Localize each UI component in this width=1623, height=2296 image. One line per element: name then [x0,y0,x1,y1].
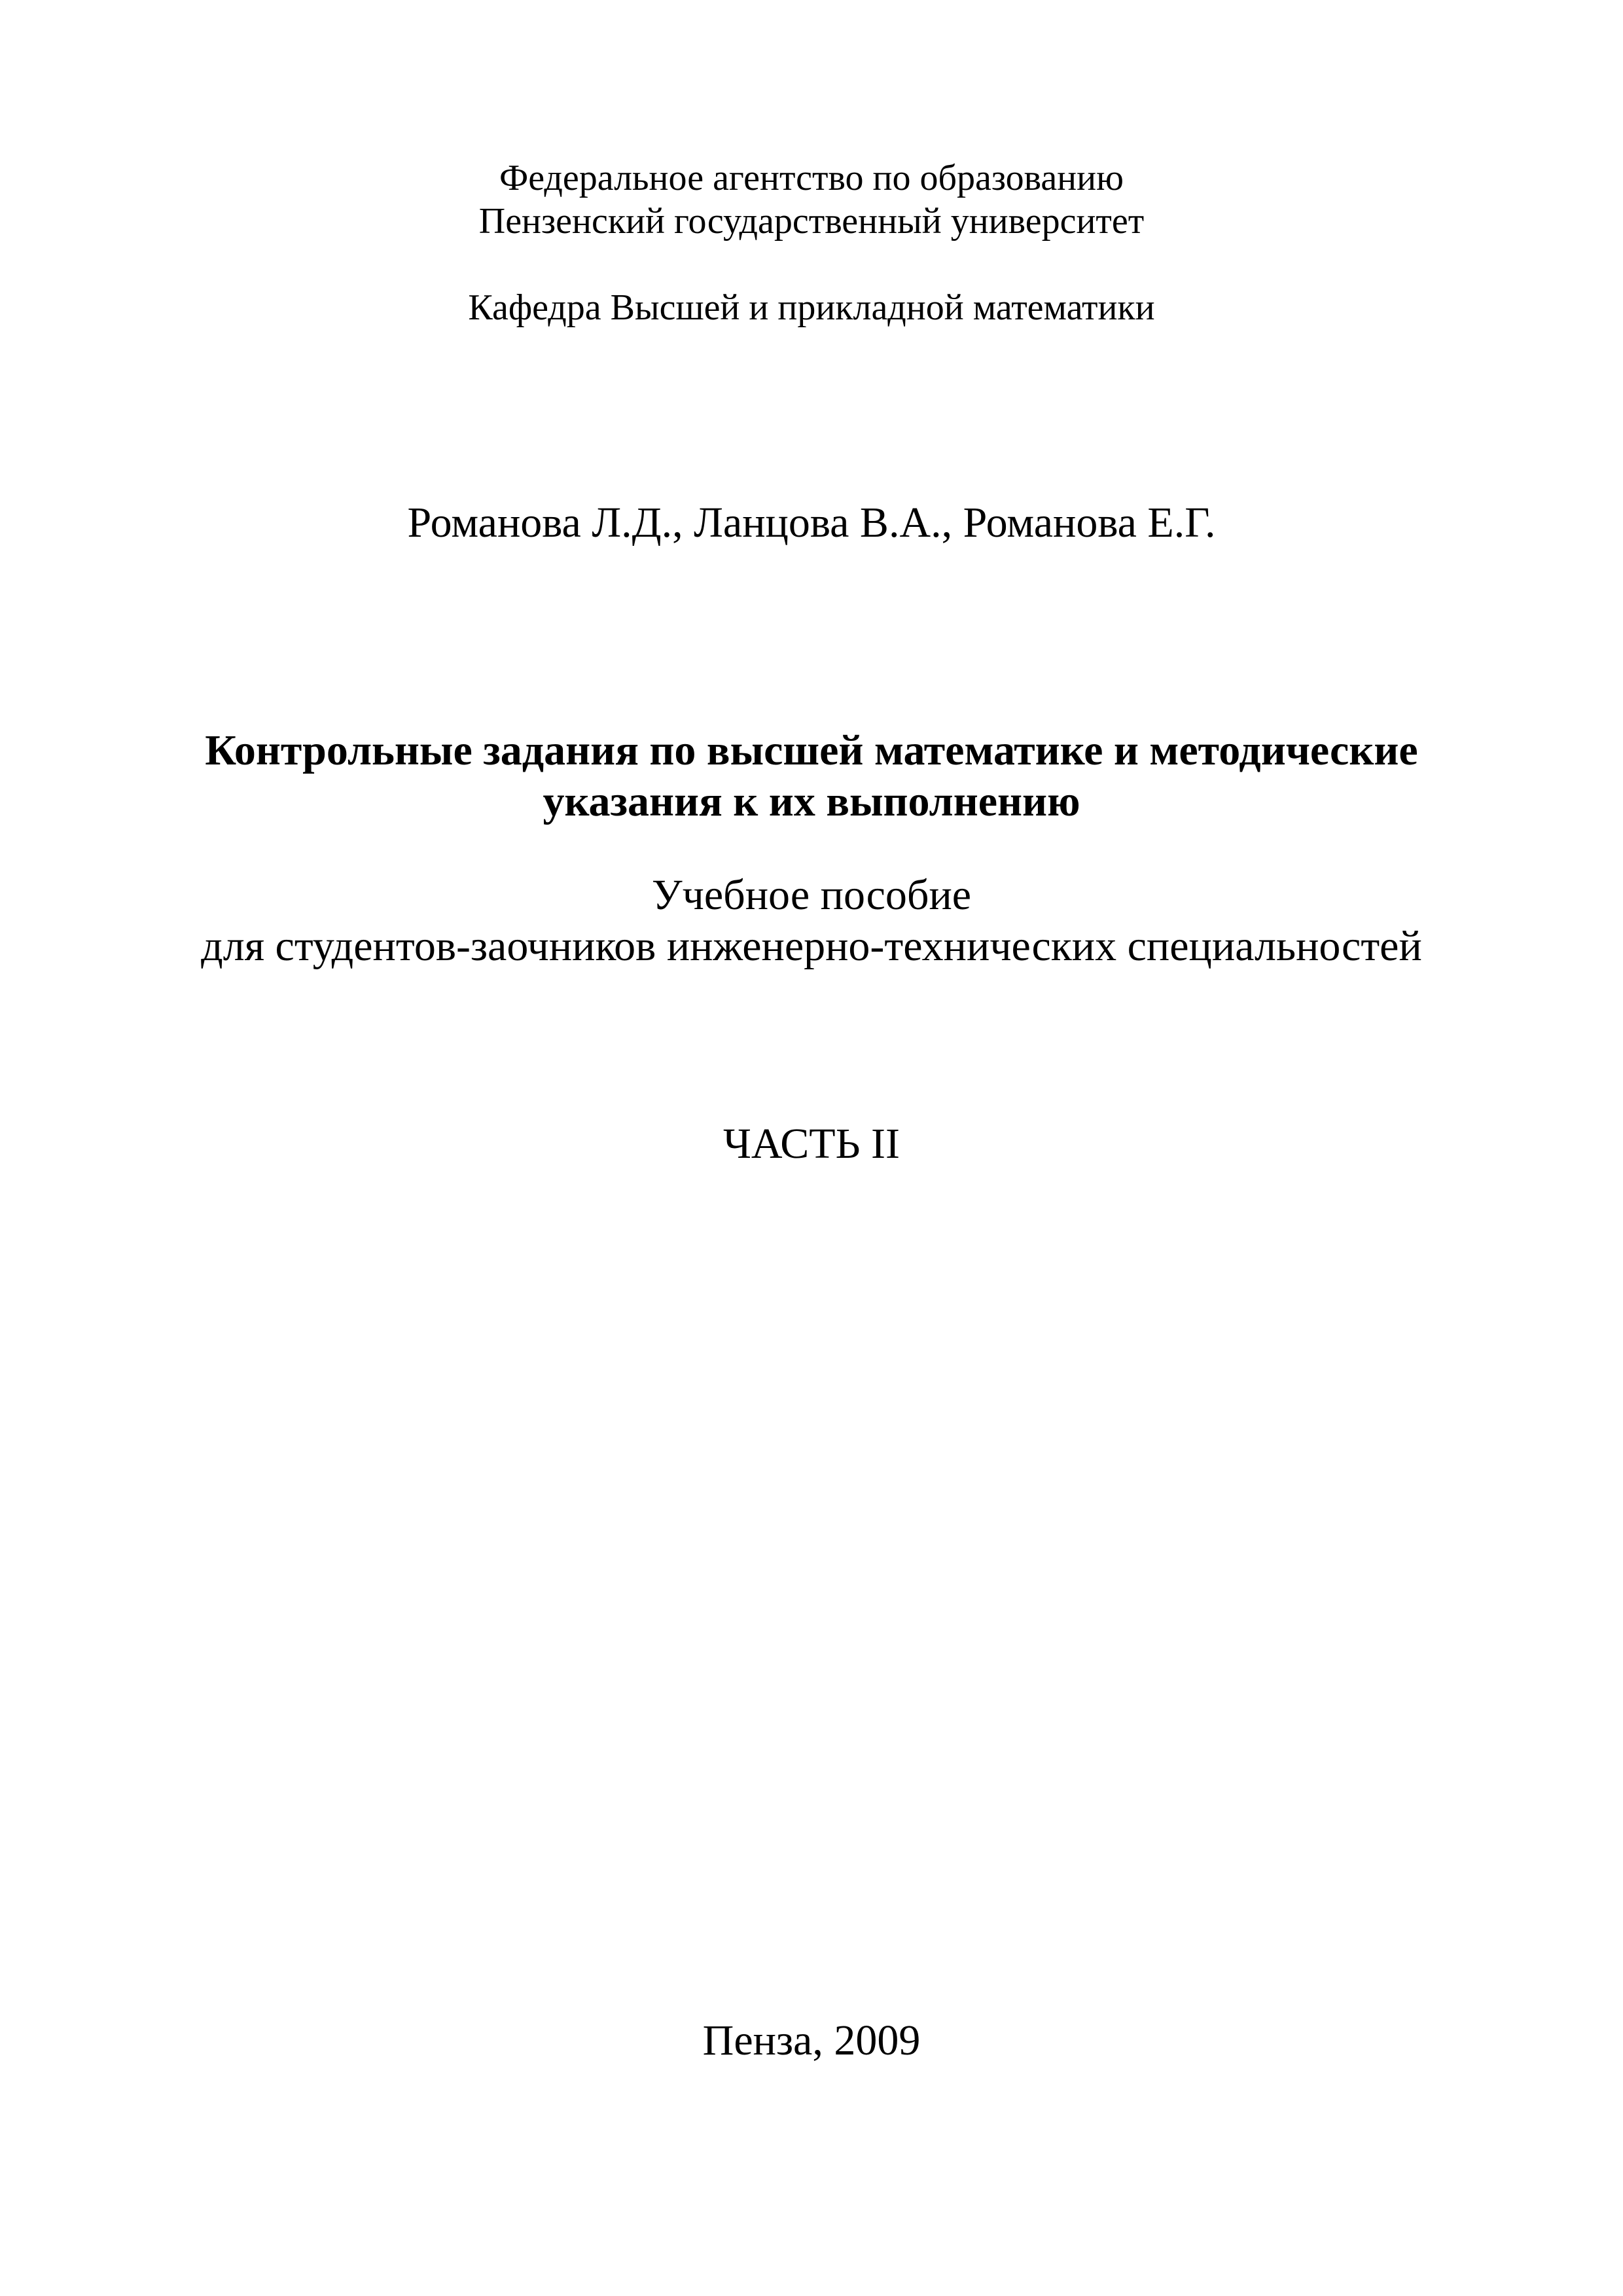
agency-name: Федеральное агентство по образованию [499,158,1124,198]
title-line-2: указания к их выполнению [543,778,1080,825]
subtitle-line-1: Учебное пособие [651,871,972,919]
part-number: ЧАСТЬ II [723,1120,900,1168]
university-name: Пензенский государственный университет [478,201,1145,242]
imprint-city-year: Пенза, 2009 [702,2017,921,2064]
subtitle-line-2: для студентов-заочников инженерно-технических специальностей [201,922,1422,970]
department-name: Кафедра Высшей и прикладной математики [468,287,1155,328]
authors: Романова Л.Д., Ланцова В.А., Романова Е.Г. [407,499,1216,547]
title-line-1: Контрольные задания по высшей математике и методические [205,726,1418,774]
